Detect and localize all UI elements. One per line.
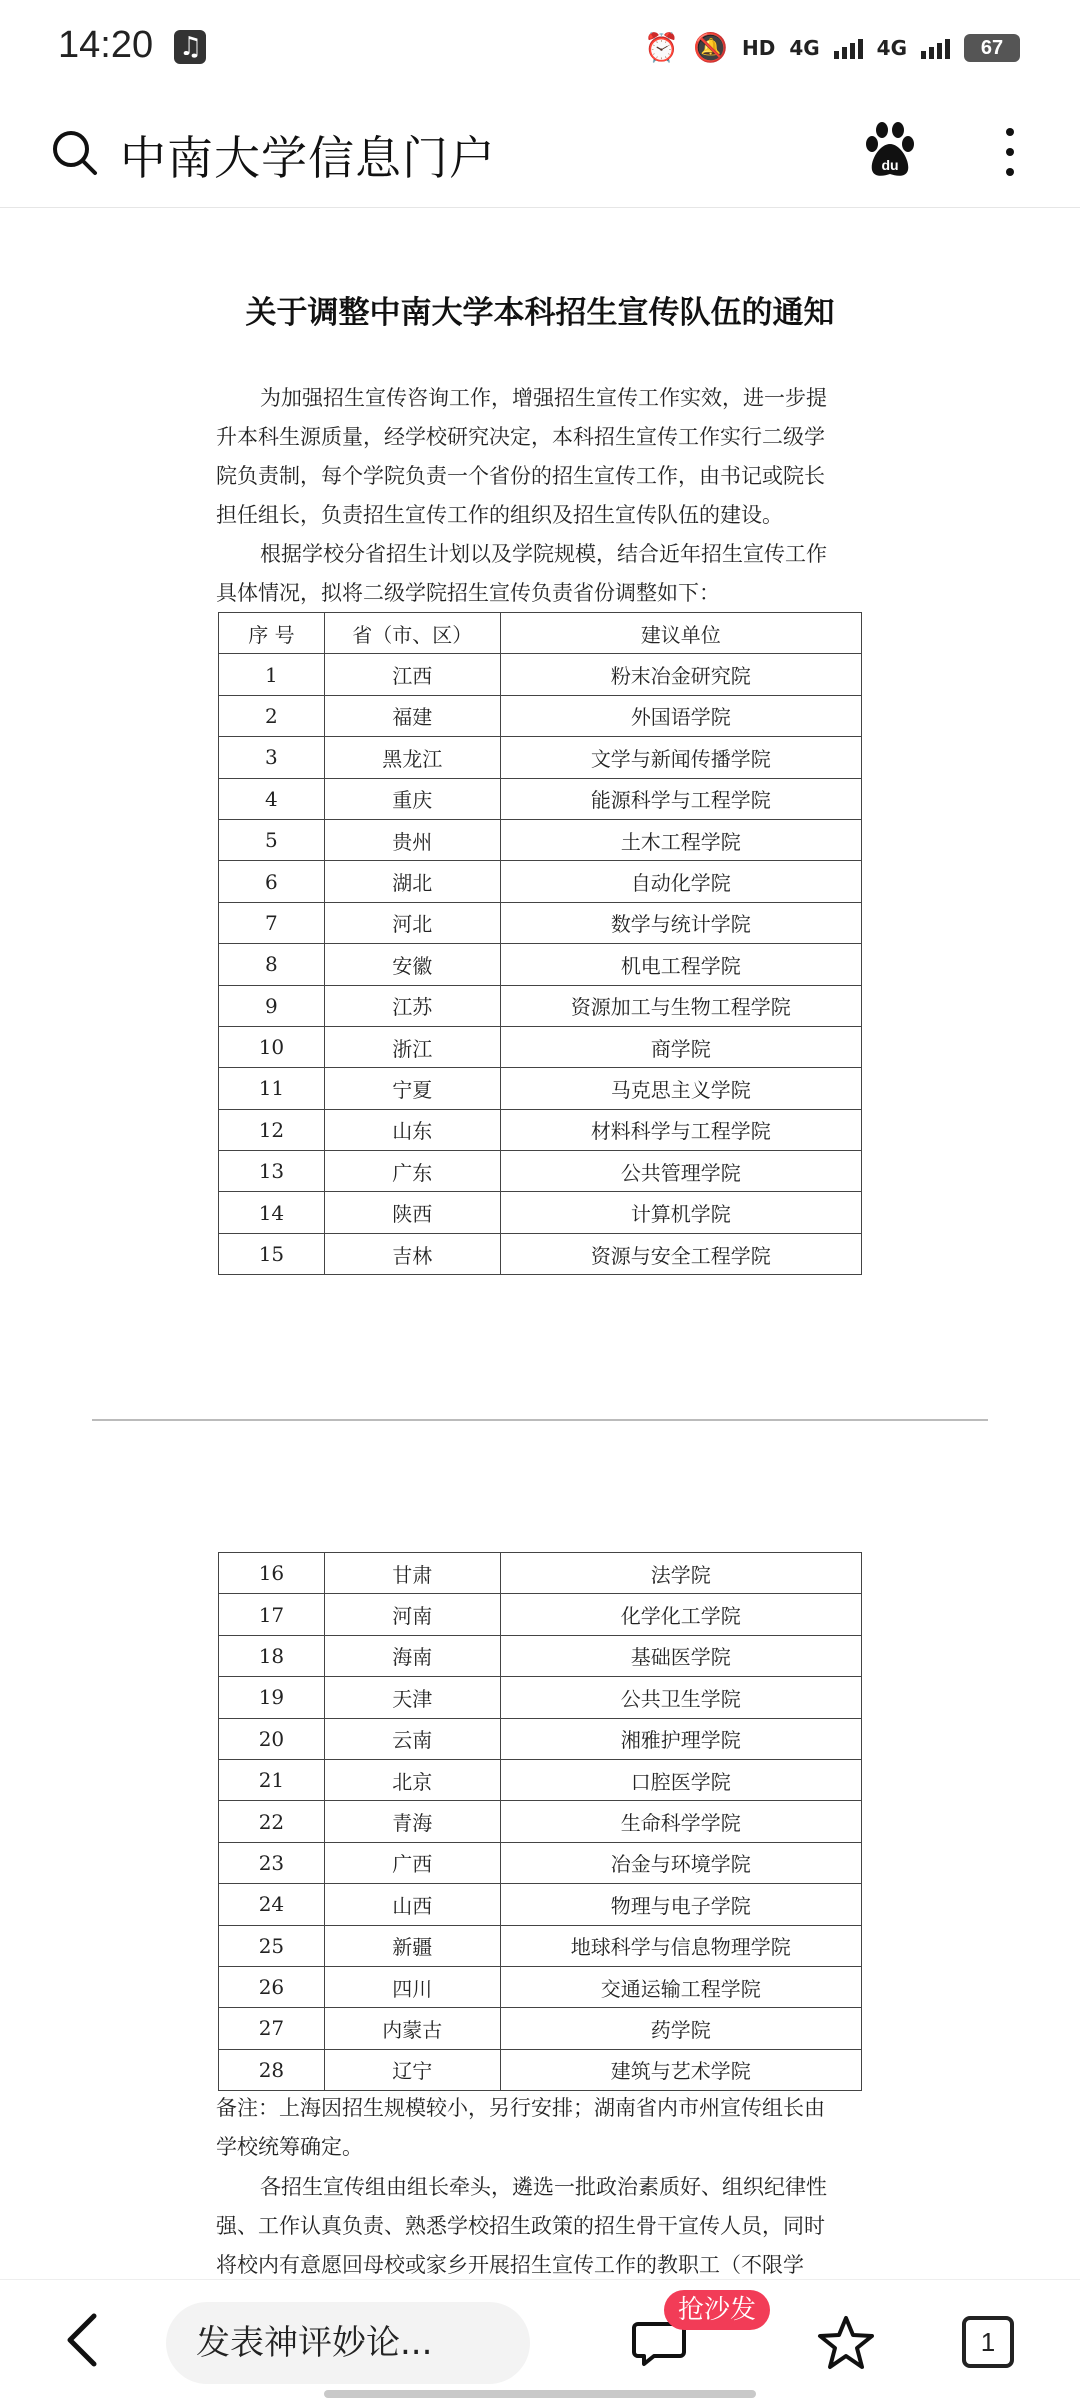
- row-unit: 马克思主义学院: [500, 1068, 861, 1109]
- row-index: 3: [219, 737, 325, 778]
- network-type-2: 4G: [876, 36, 907, 60]
- row-index: 18: [219, 1635, 325, 1676]
- note-line: 学校统筹确定。: [216, 2135, 363, 2159]
- para2-line: 根据学校分省招生计划以及学院规模，结合近年招生宣传工作: [260, 542, 827, 566]
- row-index: 28: [219, 2049, 325, 2090]
- row-unit: 机电工程学院: [500, 944, 861, 985]
- header-index: 序 号: [219, 613, 325, 654]
- para1-line: 担任组长，负责招生宣传工作的组织及招生宣传队伍的建设。: [216, 503, 783, 527]
- tab-switcher-icon[interactable]: 1: [962, 2316, 1014, 2368]
- sofa-badge[interactable]: 抢沙发: [664, 2290, 770, 2330]
- table-row: [219, 861, 862, 902]
- para1-line: 为加强招生宣传咨询工作，增强招生宣传工作实效，进一步提: [260, 386, 827, 410]
- row-province: 山西: [324, 1884, 500, 1925]
- comment-input[interactable]: 发表神评妙论...: [166, 2302, 530, 2384]
- paragraph-2: [216, 535, 866, 613]
- row-index: 13: [219, 1151, 325, 1192]
- home-indicator[interactable]: [324, 2390, 756, 2398]
- row-province: 江苏: [324, 985, 500, 1026]
- para3-line: 强、工作认真负责、熟悉学校招生政策的招生骨干宣传人员，同时: [216, 2214, 825, 2238]
- row-unit: 能源科学与工程学院: [500, 778, 861, 819]
- row-province: 贵州: [324, 819, 500, 860]
- row-unit: 资源与安全工程学院: [500, 1233, 861, 1274]
- more-menu-icon[interactable]: [990, 124, 1030, 180]
- table-row: [219, 1718, 862, 1759]
- search-icon[interactable]: [50, 128, 98, 176]
- para1-line: 院负责制，每个学院负责一个省份的招生宣传工作，由书记或院长: [216, 464, 825, 488]
- para2-line: 具体情况，拟将二级学院招生宣传负责省份调整如下：: [216, 581, 720, 605]
- table-row: [219, 1884, 862, 1925]
- document-title: 关于调整中南大学本科招生宣传队伍的通知: [245, 295, 835, 331]
- row-index: 5: [219, 819, 325, 860]
- row-index: 10: [219, 1026, 325, 1067]
- header-province: 省（市、区）: [324, 613, 500, 654]
- row-index: 14: [219, 1192, 325, 1233]
- row-index: 7: [219, 902, 325, 943]
- table-row: [219, 944, 862, 985]
- document-viewer[interactable]: [0, 209, 1080, 2279]
- row-unit: 冶金与环境学院: [500, 1842, 861, 1883]
- table-row: [219, 1635, 862, 1676]
- row-unit: 材料科学与工程学院: [500, 1109, 861, 1150]
- row-province: 宁夏: [324, 1068, 500, 1109]
- mute-icon: 🔕: [693, 31, 728, 64]
- row-unit: 数学与统计学院: [500, 902, 861, 943]
- row-unit: 口腔医学院: [500, 1759, 861, 1800]
- favorite-star-icon[interactable]: [816, 2314, 876, 2372]
- row-province: 内蒙古: [324, 2008, 500, 2049]
- row-province: 河南: [324, 1594, 500, 1635]
- table-row: [219, 1151, 862, 1192]
- table-row: [219, 1842, 862, 1883]
- row-index: 9: [219, 985, 325, 1026]
- paragraph-3: [216, 2168, 866, 2285]
- table-row: [219, 902, 862, 943]
- table-row: [219, 1068, 862, 1109]
- table-row: [219, 1192, 862, 1233]
- table-row: [219, 654, 862, 695]
- network-type-1: 4G: [789, 36, 820, 60]
- baidu-paw-icon[interactable]: [862, 120, 918, 180]
- row-unit: 计算机学院: [500, 1192, 861, 1233]
- row-index: 6: [219, 861, 325, 902]
- row-index: 8: [219, 944, 325, 985]
- assignment-table-page-2: [218, 1552, 862, 2091]
- row-index: 25: [219, 1925, 325, 1966]
- row-index: 16: [219, 1553, 325, 1594]
- row-unit: 物理与电子学院: [500, 1884, 861, 1925]
- row-index: 17: [219, 1594, 325, 1635]
- row-index: 2: [219, 695, 325, 736]
- row-index: 22: [219, 1801, 325, 1842]
- row-province: 北京: [324, 1759, 500, 1800]
- table-row: [219, 1801, 862, 1842]
- row-province: 四川: [324, 1966, 500, 2007]
- row-unit: 药学院: [500, 2008, 861, 2049]
- row-unit: 商学院: [500, 1026, 861, 1067]
- header-unit: 建议单位: [500, 613, 861, 654]
- row-index: 24: [219, 1884, 325, 1925]
- row-province: 新疆: [324, 1925, 500, 1966]
- row-unit: 土木工程学院: [500, 819, 861, 860]
- table-row: [219, 695, 862, 736]
- row-index: 21: [219, 1759, 325, 1800]
- row-province: 浙江: [324, 1026, 500, 1067]
- row-province: 重庆: [324, 778, 500, 819]
- row-index: 26: [219, 1966, 325, 2007]
- table-header-row: [219, 613, 862, 654]
- hd-icon: HD: [741, 36, 776, 60]
- table-row: [219, 778, 862, 819]
- row-province: 广东: [324, 1151, 500, 1192]
- table-row: [219, 1109, 862, 1150]
- row-province: 青海: [324, 1801, 500, 1842]
- row-province: 黑龙江: [324, 737, 500, 778]
- status-bar: [0, 0, 1080, 96]
- para1-line: 升本科生源质量，经学校研究决定，本科招生宣传工作实行二级学: [216, 425, 825, 449]
- status-icons: [644, 28, 1020, 68]
- row-province: 广西: [324, 1842, 500, 1883]
- signal-icon-2: [921, 37, 950, 59]
- note-line: 备注：上海因招生规模较小，另行安排；湖南省内市州宣传组长由: [216, 2096, 825, 2120]
- table-row: [219, 1026, 862, 1067]
- row-index: 12: [219, 1109, 325, 1150]
- svg-text:du: du: [881, 157, 899, 173]
- table-row: [219, 819, 862, 860]
- row-index: 19: [219, 1677, 325, 1718]
- row-unit: 粉末冶金研究院: [500, 654, 861, 695]
- battery-icon: 67: [964, 34, 1020, 62]
- row-index: 20: [219, 1718, 325, 1759]
- status-time: 14:20: [58, 24, 154, 66]
- table-row: [219, 1553, 862, 1594]
- row-province: 山东: [324, 1109, 500, 1150]
- table-row: [219, 1966, 862, 2007]
- assignment-table-page-1: [218, 612, 862, 1275]
- para3-line: 各招生宣传组由组长牵头，遴选一批政治素质好、组织纪律性: [260, 2175, 827, 2199]
- row-unit: 文学与新闻传播学院: [500, 737, 861, 778]
- row-province: 陕西: [324, 1192, 500, 1233]
- row-unit: 公共卫生学院: [500, 1677, 861, 1718]
- signal-icon-1: [834, 37, 863, 59]
- row-index: 11: [219, 1068, 325, 1109]
- browser-header: [0, 96, 1080, 208]
- row-index: 15: [219, 1233, 325, 1274]
- alarm-icon: ⏰: [644, 31, 680, 64]
- table-row: [219, 1233, 862, 1274]
- row-unit: 生命科学学院: [500, 1801, 861, 1842]
- row-province: 云南: [324, 1718, 500, 1759]
- page-divider: [92, 1419, 988, 1421]
- row-index: 1: [219, 654, 325, 695]
- row-province: 海南: [324, 1635, 500, 1676]
- row-province: 河北: [324, 902, 500, 943]
- row-province: 江西: [324, 654, 500, 695]
- paragraph-1: [216, 379, 866, 535]
- table-row: [219, 1925, 862, 1966]
- table-row: [219, 2008, 862, 2049]
- row-province: 天津: [324, 1677, 500, 1718]
- row-unit: 自动化学院: [500, 861, 861, 902]
- table-row: [219, 2049, 862, 2090]
- table-row: [219, 985, 862, 1026]
- back-icon[interactable]: [62, 2310, 102, 2370]
- row-index: 27: [219, 2008, 325, 2049]
- row-unit: 外国语学院: [500, 695, 861, 736]
- row-province: 福建: [324, 695, 500, 736]
- music-icon: [174, 30, 206, 64]
- row-province: 安徽: [324, 944, 500, 985]
- row-unit: 资源加工与生物工程学院: [500, 985, 861, 1026]
- row-province: 吉林: [324, 1233, 500, 1274]
- row-unit: 化学化工学院: [500, 1594, 861, 1635]
- row-unit: 交通运输工程学院: [500, 1966, 861, 2007]
- row-unit: 基础医学院: [500, 1635, 861, 1676]
- row-index: 4: [219, 778, 325, 819]
- row-province: 甘肃: [324, 1553, 500, 1594]
- row-unit: 地球科学与信息物理学院: [500, 1925, 861, 1966]
- row-index: 23: [219, 1842, 325, 1883]
- row-unit: 法学院: [500, 1553, 861, 1594]
- para3-line: 将校内有意愿回母校或家乡开展招生宣传工作的教职工（不限学: [216, 2253, 804, 2277]
- note-paragraph: [216, 2089, 866, 2167]
- row-unit: 湘雅护理学院: [500, 1718, 861, 1759]
- page-title[interactable]: 中南大学信息门户: [120, 131, 496, 185]
- table-row: [219, 1594, 862, 1635]
- row-province: 湖北: [324, 861, 500, 902]
- table-row: [219, 1759, 862, 1800]
- row-unit: 公共管理学院: [500, 1151, 861, 1192]
- bottom-toolbar: [0, 2279, 1080, 2404]
- row-unit: 建筑与艺术学院: [500, 2049, 861, 2090]
- row-province: 辽宁: [324, 2049, 500, 2090]
- table-row: [219, 737, 862, 778]
- table-row: [219, 1677, 862, 1718]
